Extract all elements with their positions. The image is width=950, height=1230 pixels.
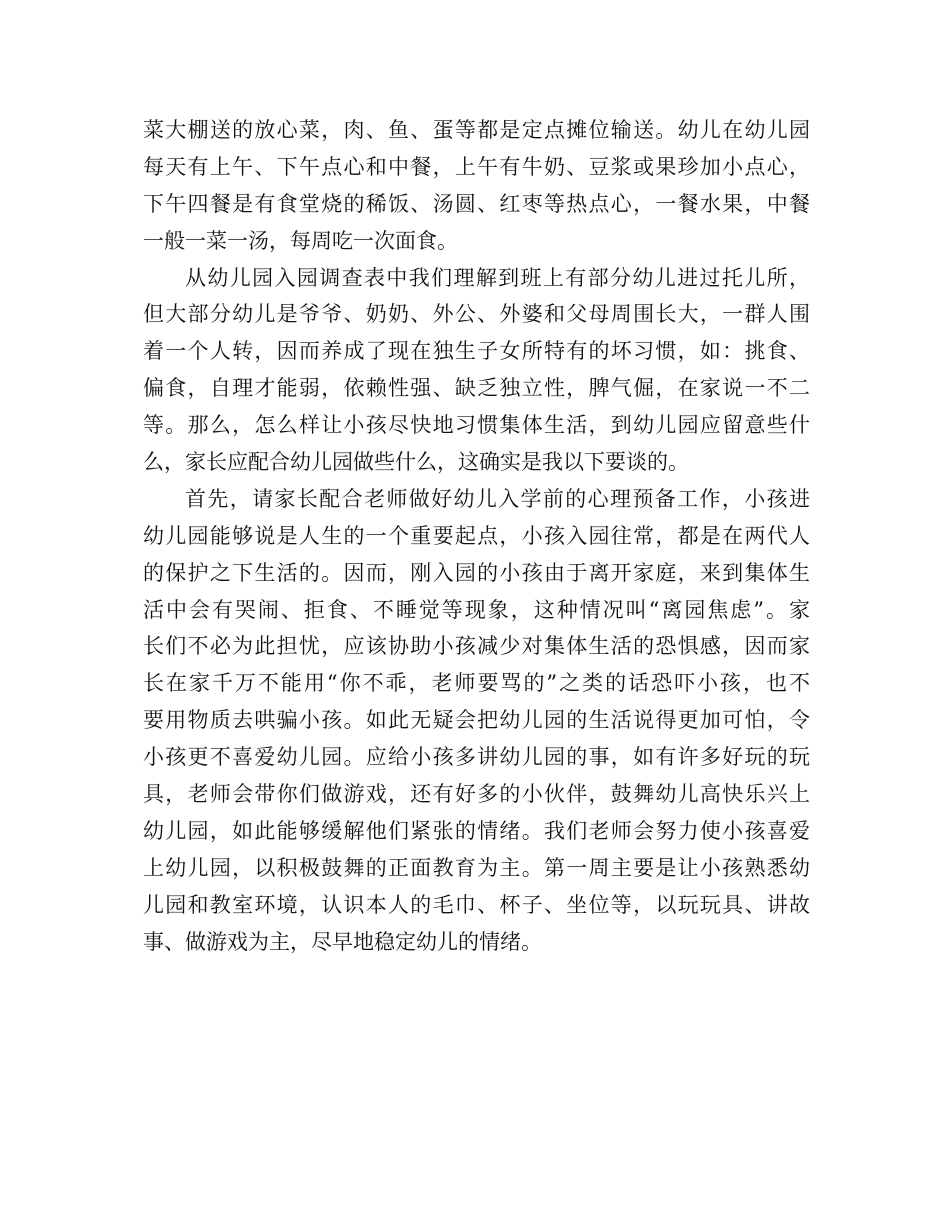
- paragraph: [143, 260, 810, 481]
- text-line: 么，家长应配合幼儿园做些什么，这确实是我以下要谈的。: [143, 450, 689, 475]
- text-line: 要用物质去哄骗小孩。如此无疑会把幼儿园的生活说得更加可怕，令: [143, 708, 810, 733]
- text-line: 事、做游戏为主，尽早地稳定幼儿的情绪。: [143, 929, 542, 954]
- text-line: 长们不必为此担忧，应该协助小孩减少对集体生活的恐惧感，因而家: [143, 634, 810, 659]
- text-line: 菜大棚送的放心菜，肉、鱼、蛋等都是定点摊位输送。幼儿在幼儿园: [143, 118, 810, 142]
- paragraph: [143, 112, 810, 260]
- text-line: 首先，请家长配合老师做好幼儿入学前的心理预备工作，小孩进: [185, 486, 810, 511]
- text-line: 幼儿园能够说是人生的一个重要起点，小孩入园往常，都是在两代人: [143, 523, 810, 548]
- text-line: 每天有上午、下午点心和中餐，上午有牛奶、豆浆或果珍加小点心，: [143, 154, 810, 179]
- text-line: 上幼儿园，以积极鼓舞的正面教育为主。第一周主要是让小孩熟悉幼: [143, 855, 810, 880]
- text-line: 一般一菜一汤，每周吃一次面食。: [143, 228, 458, 253]
- text-line: 但大部分幼儿是爷爷、奶奶、外公、外婆和父母周围长大，一群人围: [143, 302, 810, 327]
- text-line: 等。那么，怎么样让小孩尽快地习惯集体生活，到幼儿园应留意些什: [143, 413, 810, 438]
- document-body: [143, 112, 810, 960]
- text-line: 偏食，自理才能弱，依赖性强、缺乏独立性，脾气倔，在家说一不二: [143, 376, 810, 401]
- text-line: 下午四餐是有食堂烧的稀饭、汤圆、红枣等热点心，一餐水果，中餐: [143, 191, 810, 216]
- text-line: 具，老师会带你们做游戏，还有好多的小伙伴，鼓舞幼儿高快乐兴上: [143, 782, 810, 807]
- text-line: 活中会有哭闹、拒食、不睡觉等现象，这种情况叫“离园焦虑”。家: [143, 597, 810, 622]
- text-line: 儿园和教室环境，认识本人的毛巾、杯子、坐位等，以玩玩具、讲故: [143, 892, 810, 917]
- text-line: 长在家千万不能用“你不乖，老师要骂的”之类的话恐吓小孩，也不: [143, 671, 810, 696]
- text-line: 的保护之下生活的。因而，刚入园的小孩由于离开家庭，来到集体生: [143, 560, 810, 585]
- text-line: 从幼儿园入园调查表中我们理解到班上有部分幼儿进过托儿所，: [185, 265, 810, 290]
- paragraph: [143, 481, 810, 961]
- text-line: 着一个人转，因而养成了现在独生子女所特有的坏习惯，如：挑食、: [143, 339, 810, 364]
- text-line: 小孩更不喜爱幼儿园。应给小孩多讲幼儿园的事，如有许多好玩的玩: [143, 745, 810, 770]
- text-line: 幼儿园，如此能够缓解他们紧张的情绪。我们老师会努力使小孩喜爱: [143, 818, 810, 843]
